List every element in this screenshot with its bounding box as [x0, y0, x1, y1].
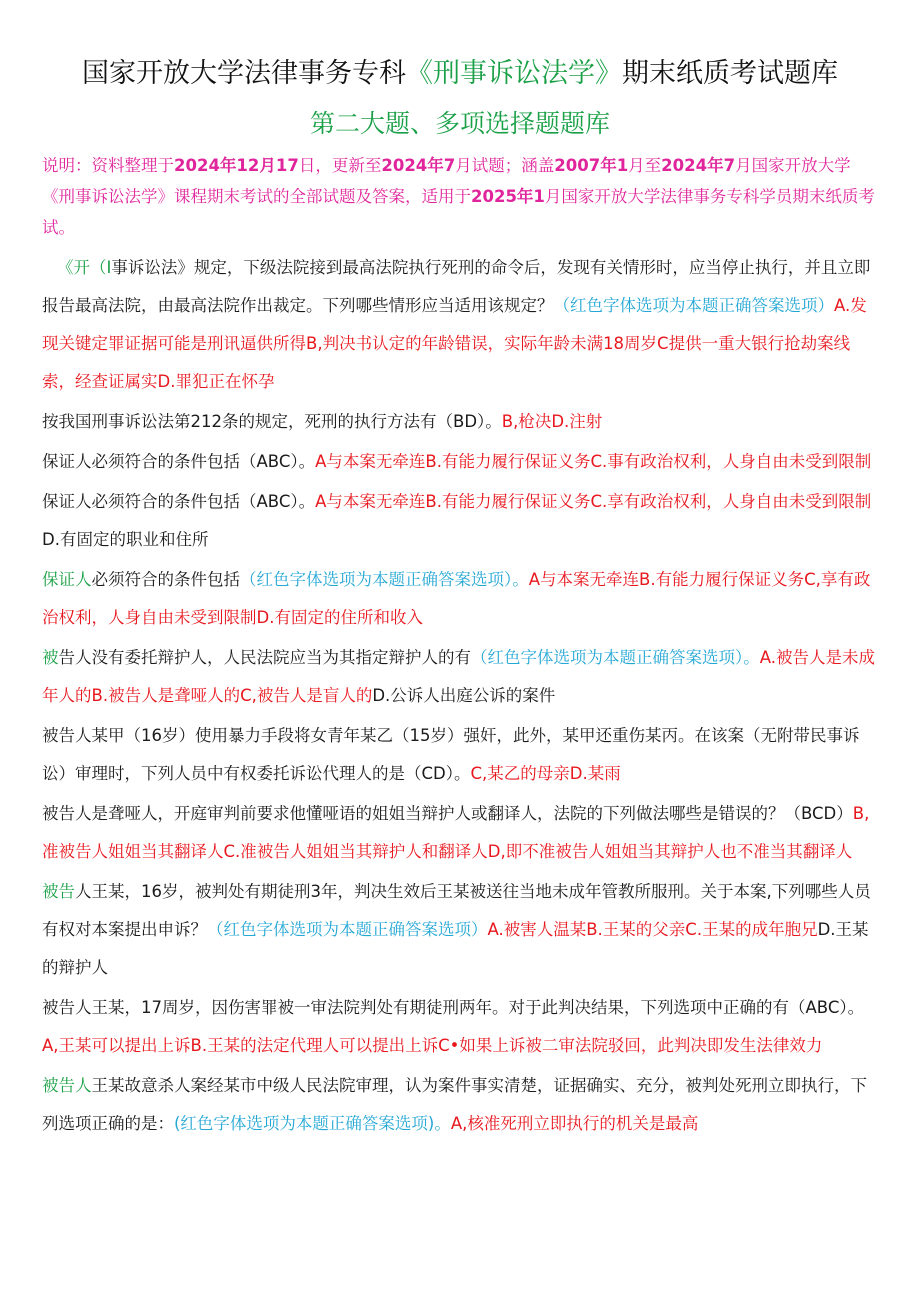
note-date-2: 2024年7: [381, 156, 456, 175]
note-text-3: 月试题；涵盖: [455, 156, 555, 175]
answer-hint: (红色字体选项为本题正确答案选项)。: [174, 1114, 451, 1133]
title-prefix: 国家开放大学法律事务专科: [82, 58, 406, 89]
question-lead: 被: [42, 648, 59, 667]
answer-option-tail: D.有固定的职业和住所: [42, 530, 209, 549]
question-item: [42, 1067, 878, 1143]
question-item: [42, 483, 878, 559]
question-text: 王某故意杀人案经某市中级人民法院审理，认为案件事实清楚，证据确实、充分，被判处死刑立即执行，下列选项正确的是：: [42, 1076, 867, 1133]
question-text: 事诉讼法》规定，下级法院接到最高法院执行死刑的命令后，发现有关情形时，应当停止执行，并且立即报告最高法院，由最高法院作出裁定。下列哪些情形应当适用该规定？: [42, 258, 871, 315]
answer-options: A,核准死刑立即执行的机关是最高: [450, 1114, 699, 1133]
note-date-4: 2024年7: [661, 156, 736, 175]
question-item: [42, 717, 878, 793]
answer-option-tail: D.公诉人出庭公诉的案件: [372, 686, 556, 705]
question-item: [42, 403, 878, 441]
question-text: 人王某，16岁，被判处有期徒刑3年，判决生效后王某被送往当地未成年管教所服刑。关于本案,下列哪些人员有权对本案提出申诉？: [42, 882, 871, 939]
note-date-1: 2024年12月17: [174, 156, 299, 175]
note-date-3: 2007年1: [554, 156, 629, 175]
note-text-6: 月国家开放大学法律事务专科学员期末纸质考试。: [42, 187, 875, 237]
question-item: [42, 873, 878, 987]
question-text: 告人没有委托辩护人，人民法院应当为其指定辩护人的有: [58, 648, 471, 667]
section-subtitle: 第二大题、多项选择题题库: [309, 109, 610, 138]
question-lead: 保证人: [42, 570, 92, 589]
question-text: 必须符合的条件包括: [91, 570, 240, 589]
question-text: 保证人必须符合的条件包括（ABC）。: [42, 492, 316, 511]
answer-hint: （红色字体选项为本题正确答案选项）。: [471, 648, 760, 667]
answer-options: A.被害人温某B.王某的父亲C.王某的成年胞兄: [487, 920, 818, 939]
question-item: [42, 989, 878, 1065]
answer-options: C,某乙的母亲D.某雨: [470, 764, 621, 783]
note-text-1: 说明：资料整理于: [42, 156, 174, 175]
question-lead: 《开（I: [57, 258, 112, 277]
answer-options: A与本案无牵连B.有能力履行保证义务C.事有政治权利，人身自由未受到限制: [315, 452, 872, 471]
title-course-name: 《刑事诉讼法学》: [406, 58, 622, 89]
answer-options: A与本案无牵连B.有能力履行保证义务C.享有政治权利，人身自由未受到限制: [315, 492, 872, 511]
answer-options: B,准被告人姐姐当其翻译人C.准被告人姐姐当其辩护人和翻译人D,即不准被告人姐姐当其辩护人也不准当其翻译人: [42, 804, 870, 861]
answer-hint: （红色字体选项为本题正确答案选项）: [207, 920, 488, 939]
question-item: [42, 443, 878, 481]
note-text-2: 日，更新至: [298, 156, 382, 175]
note-text-5: 月国家开放大学《刑事诉讼法学》课程期末考试的全部试题及答案，适用于: [42, 156, 851, 206]
answer-options: A.被告人是未成年人的B.被告人是聋哑人的C,被告人是盲人的: [42, 648, 875, 705]
note-date-5: 2025年1: [471, 187, 545, 206]
question-text: 被告人王某，17周岁，因伤害罪被一审法院判处有期徒刑两年。对于此判决结果，下列选项中正确的有（ABC）。: [42, 998, 865, 1017]
answer-options: A与本案无牵连B.有能力履行保证义务C,享有政治权利，人身自由未受到限制D.有固定的住所和收入: [42, 570, 871, 627]
answer-options: A.发现关键定罪证据可能是刑讯逼供所得B,判决书认定的年龄错误，实际年龄未满18周岁C提供一重大银行抢劫案线索，经查证属实D.罪犯正在怀孕: [42, 296, 867, 391]
question-text: 保证人必须符合的条件包括（ABC）。: [42, 452, 316, 471]
note-text-4: 月至: [628, 156, 662, 175]
question-item: [42, 795, 878, 871]
question-item: [42, 639, 878, 715]
question-text: 被告人是聋哑人，开庭审判前要求他懂哑语的姐姐当辩护人或翻译人，法院的下列做法哪些是错误的？（BCD）: [42, 804, 853, 823]
answer-option-tail: D.王某的辩护人: [42, 920, 869, 977]
description-note: [42, 150, 878, 243]
question-text: 被告人某甲（16岁）使用暴力手段将女青年某乙（15岁）强奸，此外，某甲还重伤某丙。在该案（无附带民事诉讼）审理时，下列人员中有权委托诉讼代理人的是（CD）。: [42, 726, 860, 783]
answer-options: A,王某可以提出上诉B.王某的法定代理人可以提出上诉C•如果上诉被二审法院驳回，此判决即发生法律效力: [42, 1036, 823, 1055]
question-lead: 被告: [42, 882, 75, 901]
answer-hint: （红色字体选项为本题正确答案选项）。: [240, 570, 529, 589]
title-suffix: 期末纸质考试题库: [622, 58, 838, 89]
question-item: [42, 561, 878, 637]
document-title: [42, 0, 878, 96]
answer-hint: （红色字体选项为本题正确答案选项）: [553, 296, 834, 315]
question-text: 按我国刑事诉讼法第212条的规定，死刑的执行方法有（BD）。: [42, 412, 502, 431]
question-lead: 被告人: [42, 1076, 92, 1095]
question-item: [42, 249, 878, 401]
answer-options: B,枪决D.注射: [501, 412, 603, 431]
